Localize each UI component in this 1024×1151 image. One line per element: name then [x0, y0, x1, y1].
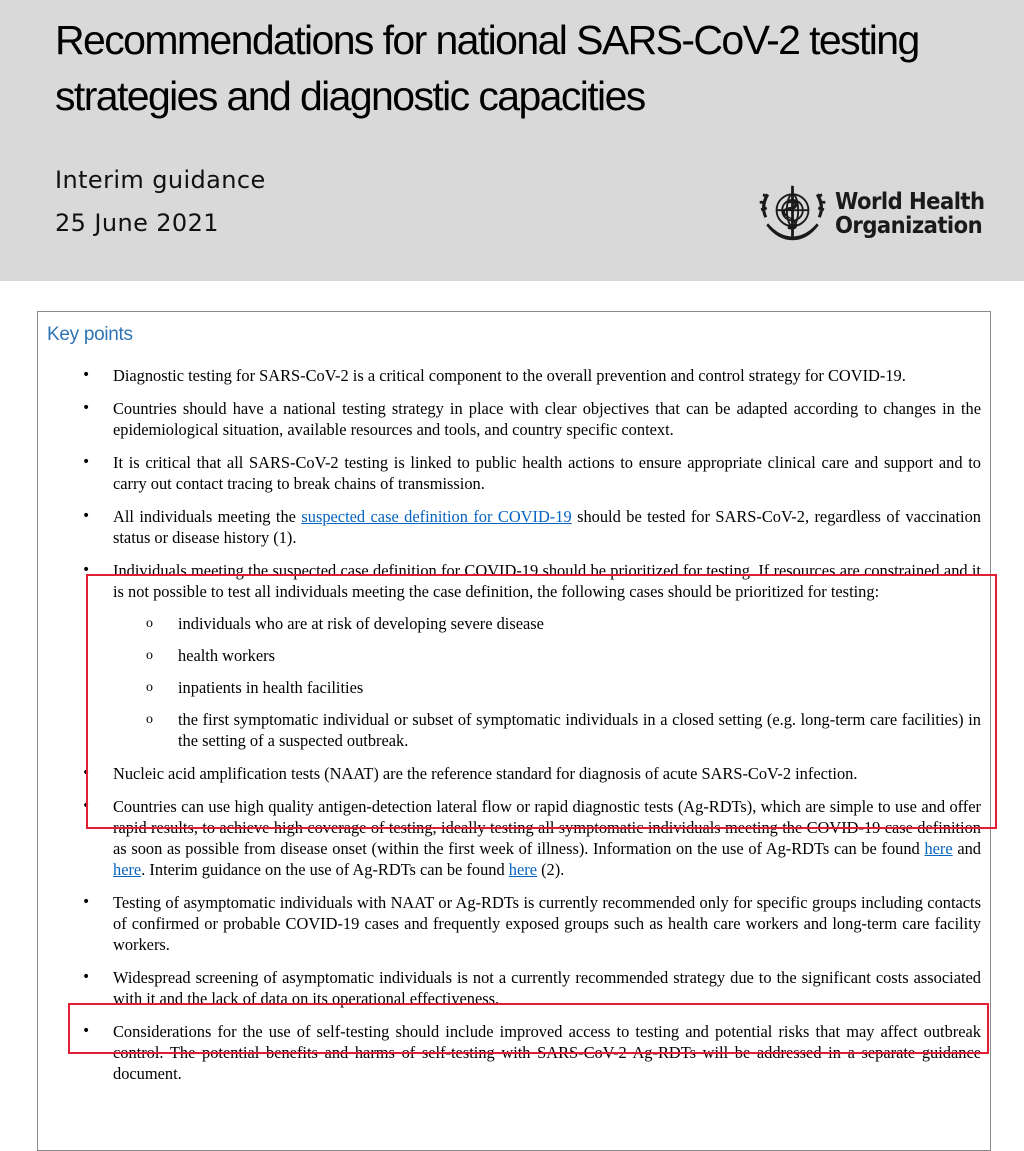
who-emblem-icon [755, 180, 830, 246]
who-name-line1: World Health [835, 189, 985, 215]
header-banner [0, 0, 1024, 281]
item-text: and [952, 839, 982, 858]
ag-rdt-guidance-link[interactable]: here [508, 860, 537, 879]
sub-list-item: o health workers [178, 645, 981, 666]
who-logo [755, 180, 995, 250]
suspected-case-definition-link[interactable]: suspected case definition for COVID-19 [301, 507, 572, 526]
list-item: • Widespread screening of asymptomatic individuals is not a currently recommended strategy due to the significant costs associated with it and the lack of data on its operational effectiveness. [113, 967, 981, 1009]
list-item: • Testing of asymptomatic individuals with NAAT or Ag-RDTs is currently recommended only for specific groups including contacts of confirmed or probable COVID-19 cases and frequently exposed groups such as health care workers and long-term care facility workers. [113, 892, 981, 955]
item-text: All individuals meeting the [113, 507, 302, 526]
sub-list-item: o the first symptomatic individual or subset of symptomatic individuals in a closed setting (e.g. long-term care facilities) in the setting of a suspected outbreak. [178, 709, 981, 751]
list-item [113, 506, 981, 548]
list-item: • Considerations for the use of self-testing should include improved access to testing and potential risks that may affect outbreak control. The potential benefits and harms of self-testing with SARS-CoV-2 Ag-RDTs will be addressed in a separate guidance document. [113, 1021, 981, 1084]
key-points-heading: Key points [47, 324, 133, 345]
item-text: • Individuals meeting the suspected case definition for COVID-19 should be prioritized for testing. If resources are constrained and it is not possible to test all individuals meeting the case definition, the following cases should be prioritized for testing: [113, 561, 981, 601]
item-text: Countries can use high quality antigen-detection lateral flow or rapid diagnostic tests (Ag-RDTs), which are simple to use and offer rapid results, to achieve high coverage of testing, ideally testing all symptomatic individuals meeting the COVID-19 case definition as soon as possible from disease onset (within the first week of illness). Information on the use of Ag-RDTs can be found [113, 797, 981, 858]
ag-rdt-info-link-2[interactable]: here [113, 860, 142, 879]
sub-list-item: o individuals who are at risk of developing severe disease [178, 613, 981, 634]
document-title: Recommendations for national SARS-CoV-2 testing strategies and diagnostic capacities [55, 17, 919, 119]
item-text: should be tested for SARS-CoV-2, regardless of vaccination status or disease history (1). [113, 507, 981, 547]
item-text: (2). [537, 860, 565, 879]
document-meta [55, 160, 266, 246]
document-type: Interim guidance [55, 166, 266, 194]
list-item: • Nucleic acid amplification tests (NAAT) are the reference standard for diagnosis of acute SARS-CoV-2 infection. [113, 763, 981, 784]
highlight-box-screening [68, 1003, 989, 1054]
highlight-box-prioritization [86, 574, 997, 829]
item-text: . Interim guidance on the use of Ag-RDTs can be found [141, 860, 509, 879]
list-item: • Diagnostic testing for SARS-CoV-2 is a critical component to the overall prevention and control strategy for COVID-19. [113, 365, 981, 386]
who-name-line2: Organization [835, 213, 983, 239]
ag-rdt-info-link-1[interactable]: here [924, 839, 953, 858]
who-wordmark [835, 190, 984, 238]
list-item: • Countries should have a national testing strategy in place with clear objectives that can be adapted according to changes in the epidemiological situation, available resources and tools, and country specific context. [113, 398, 981, 440]
list-item: • It is critical that all SARS-CoV-2 testing is linked to public health actions to ensure appropriate clinical care and support and to carry out contact tracing to break chains of transmission. [113, 452, 981, 494]
document-date: 25 June 2021 [55, 209, 219, 237]
sub-list-item: o inpatients in health facilities [178, 677, 981, 698]
